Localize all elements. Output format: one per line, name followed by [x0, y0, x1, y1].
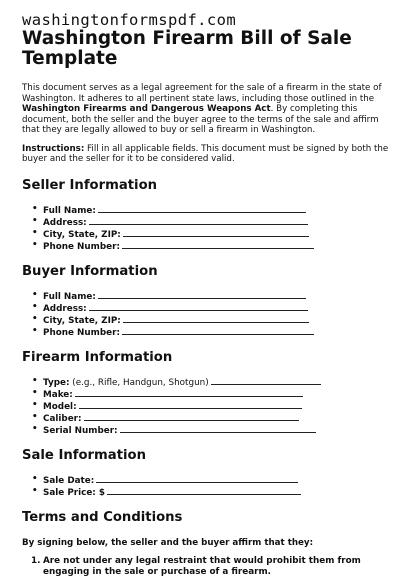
buyer-fields [22, 290, 394, 338]
buyer-phone-line[interactable] [122, 326, 314, 335]
intro-text-2: . By completing this document, both the seller and the buyer agree to the terms of the sale and affirm that they are legally allowed to buy or sell a firearm in Washington. [22, 104, 379, 135]
buyer-full-name: • Full Name: [43, 290, 394, 302]
intro-text-1: This document serves as a legal agreement for the sale of a firearm in the state of Washington. It adheres to all pertinent state laws, including those outlined in the [22, 83, 382, 104]
sale-price: • Sale Price: $ [43, 486, 394, 498]
buyer-city-state-zip: • City, State, ZIP: [43, 314, 394, 326]
terms-list [22, 556, 394, 577]
firearm-type: • Type: (e.g., Rifle, Handgun, Shotgun) [43, 376, 394, 388]
seller-city-state-zip: • City, State, ZIP: [43, 228, 394, 240]
seller-address: • Address: [43, 216, 394, 228]
sale-date: • Sale Date: [43, 474, 394, 486]
sale-price-line[interactable] [107, 486, 301, 495]
firearm-heading: Firearm Information [22, 349, 173, 365]
seller-phone: • Phone Number: [43, 240, 394, 252]
buyer-heading: Buyer Information [22, 263, 158, 279]
buyer-phone: • Phone Number: [43, 326, 394, 338]
seller-address-line[interactable] [89, 216, 308, 225]
seller-city-state-zip-line[interactable] [123, 228, 309, 237]
seller-fields [22, 204, 394, 252]
terms-item-text: Are not under any legal restraint that would prohibit them from engaging in the sale or purchase of a firearm. [43, 556, 361, 577]
seller-full-name-line[interactable] [98, 204, 306, 213]
firearm-caliber: • Caliber: [43, 412, 394, 424]
buyer-address-line[interactable] [89, 302, 308, 311]
firearm-type-hint: (e.g., Rifle, Handgun, Shotgun) [69, 377, 209, 388]
instructions-label: Instructions: [22, 143, 85, 154]
intro-act-name: Washington Firearms and Dangerous Weapons Act [22, 104, 271, 114]
buyer-full-name-line[interactable] [98, 290, 306, 299]
title-line-1: Washington Firearm Bill of Sale [22, 28, 352, 49]
firearm-model-line[interactable] [79, 400, 302, 409]
firearm-fields [22, 376, 394, 436]
title-line-2: Template [22, 48, 118, 69]
intro-paragraph [22, 83, 394, 136]
firearm-model: • Model: [43, 400, 394, 412]
instructions-text: Fill in all applicable fields. This document must be signed by both the buyer and the seller for it to be considered valid. [22, 143, 389, 164]
terms-item-number: 1. [31, 556, 41, 566]
seller-phone-line[interactable] [122, 240, 314, 249]
terms-heading: Terms and Conditions [22, 509, 183, 525]
document-title [22, 29, 394, 69]
buyer-city-state-zip-line[interactable] [123, 314, 309, 323]
firearm-make-line[interactable] [75, 388, 303, 397]
site-header: washingtonformspdf.com [22, 11, 237, 29]
firearm-serial-number: • Serial Number: [43, 424, 394, 436]
firearm-caliber-line[interactable] [84, 412, 299, 421]
seller-heading: Seller Information [22, 177, 158, 193]
instructions-paragraph [22, 144, 394, 165]
terms-lead: By signing below, the seller and the buyer affirm that they: [22, 537, 314, 548]
seller-full-name: • Full Name: [43, 204, 394, 216]
firearm-make: • Make: [43, 388, 394, 400]
sale-date-line[interactable] [96, 474, 298, 483]
firearm-type-line[interactable] [211, 376, 321, 385]
firearm-serial-number-line[interactable] [120, 424, 316, 433]
terms-item [31, 556, 394, 577]
buyer-address: • Address: [43, 302, 394, 314]
sale-heading: Sale Information [22, 447, 146, 463]
sale-fields [22, 474, 394, 498]
